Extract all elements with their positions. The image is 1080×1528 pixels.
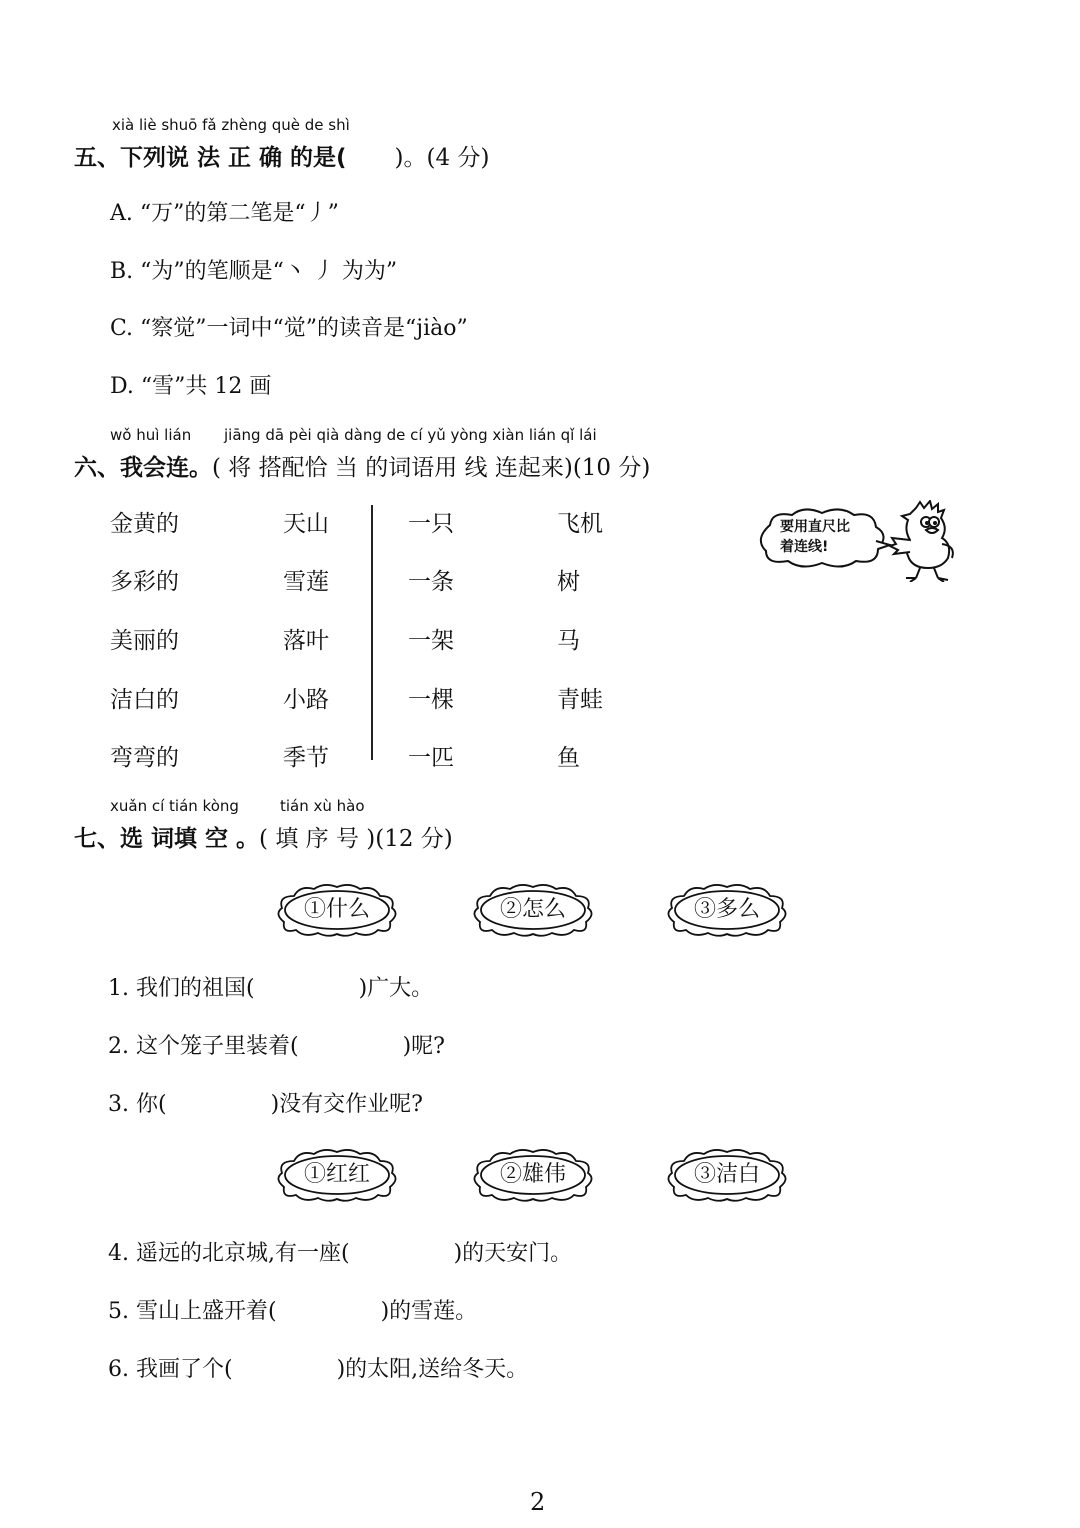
match-col2-item[interactable]: 天山 [283,511,329,537]
match-col1-item[interactable]: 洁白的 [110,687,179,713]
section7-title [74,820,453,853]
section7-pinyin-left: xuǎn cí tián kòng [110,797,239,815]
match-col3-item[interactable]: 一架 [408,628,454,654]
question-2 [108,1029,445,1060]
question-text: )广大。 [358,976,434,1001]
match-col2-item[interactable]: 小路 [283,687,329,713]
word-option-label: ①红红 [303,1162,370,1187]
speech-bubble [752,505,892,573]
question-3 [108,1087,423,1118]
match-col1-item[interactable]: 弯弯的 [110,745,179,771]
match-col2-item[interactable]: 雪莲 [283,569,329,595]
match-col1-item[interactable]: 美丽的 [110,628,179,654]
question-text: )的太阳,送给冬天。 [336,1357,529,1382]
word-option-label: ③洁白 [693,1162,760,1187]
word-option [470,1147,596,1203]
match-col4-item[interactable]: 青蛙 [557,687,603,713]
bubble-line-1: 要用直尺比 [780,519,850,535]
option-a: A. “万”的第二笔是“丿” [110,201,339,226]
match-col2-item[interactable]: 季节 [283,745,329,771]
section7-instruction: ( 填 序 号 )(12 分) [259,826,453,852]
question-text: 6. 我画了个( [108,1357,233,1382]
column-divider [371,505,373,760]
match-col4-item[interactable]: 马 [557,628,580,654]
option-d: D. “雪”共 12 画 [110,374,272,399]
question-text: 4. 遥远的北京城,有一座( [108,1241,350,1266]
option-b: B. “为”的笔顺是“丶 丿 为为” [110,259,398,284]
match-col2-item[interactable]: 落叶 [283,628,329,654]
match-col3-item[interactable]: 一匹 [408,745,454,771]
match-col1-item[interactable]: 金黄的 [110,511,179,537]
chick-icon [886,500,966,582]
match-col4-item[interactable]: 飞机 [557,511,603,537]
word-option [664,1147,790,1203]
question-text: )呢? [402,1034,445,1059]
section6-pinyin-left: wǒ huì lián [110,426,192,444]
word-option-label: ②怎么 [499,897,566,922]
question-text: 5. 雪山上盛开着( [108,1299,277,1324]
section5-title [74,139,489,172]
match-col3-item[interactable]: 一只 [408,511,454,537]
option-c: C. “察觉”一词中“觉”的读音是“jiào” [110,316,468,341]
question-text: )没有交作业呢? [270,1092,423,1117]
match-col3-item[interactable]: 一棵 [408,687,454,713]
bubble-line-2: 着连线! [780,539,829,555]
section7-title-text: 七、选 词填 空 。 [74,826,260,852]
section6-title-text: 六、我会连。 [74,455,212,481]
question-text: )的雪莲。 [380,1299,478,1324]
page-number: 2 [530,1488,546,1516]
question-6 [108,1352,528,1383]
question-text: )的天安门。 [453,1241,573,1266]
question-5 [108,1294,477,1325]
section7-pinyin-right: tián xù hào [280,797,365,815]
match-col3-item[interactable]: 一条 [408,569,454,595]
word-option [274,882,400,938]
question-text: 1. 我们的祖国( [108,976,255,1001]
match-col1-item[interactable]: 多彩的 [110,569,179,595]
match-col4-item[interactable]: 鱼 [557,745,580,771]
word-option [470,882,596,938]
question-text: 3. 你( [108,1092,167,1117]
word-option-label: ③多么 [693,897,760,922]
question-text: 2. 这个笼子里装着( [108,1034,299,1059]
word-option-label: ①什么 [303,897,370,922]
word-option-label: ②雄伟 [499,1162,566,1187]
section5-score: )。(4 分) [394,145,490,171]
section6-instruction: ( 将 搭配恰 当 的词语用 线 连起来)(10 分) [212,455,651,481]
question-1 [108,971,433,1002]
section5-pinyin: xià liè shuō fǎ zhèng què de shì [112,116,350,134]
section5-title-text: 五、下列说 法 正 确 的是( [74,145,347,171]
section6-pinyin-right: jiāng dā pèi qià dàng de cí yǔ yòng xiàn lián qǐ lái [224,426,597,444]
word-option [274,1147,400,1203]
word-option [664,882,790,938]
section6-title [74,449,650,482]
match-col4-item[interactable]: 树 [557,569,580,595]
question-4 [108,1236,572,1267]
